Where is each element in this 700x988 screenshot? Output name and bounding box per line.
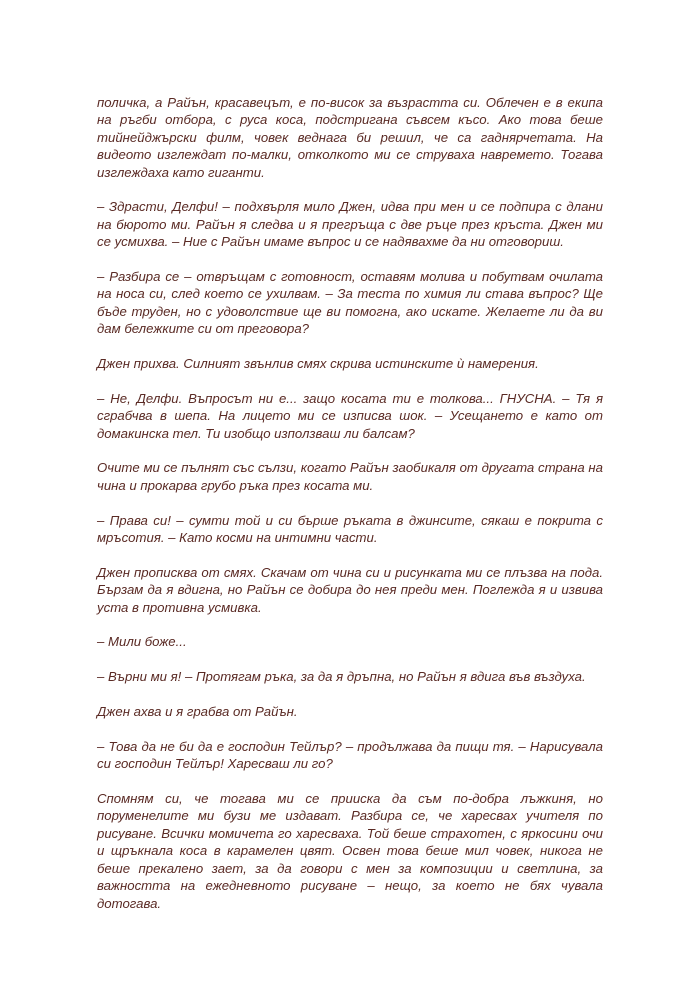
paragraph-9: – Мили боже... — [97, 634, 187, 650]
paragraph-8: Джен прописква от смях. Скачам от чина си и рисунката ми се плъзва на пода. Бързам да я вдигна, но Райън се добира до нея преди мен. Поглежда я и извива уста в противна усмивка. — [97, 564, 603, 615]
paragraph-3: – Разбира се – отвръщам с готовност, оставям молива и побутвам очилата на носа си, след което се ухилвам. – За теста по химия ли става въпрос? Ще бъде труден, но с удоволствие ще ви помогна, ако искате. Желаете ли да ви дам бележките си от преговора? — [97, 269, 603, 337]
paragraph-10: – Върни ми я! – Протягам ръка, за да я дръпна, но Райън я вдига във въздуха. — [97, 669, 586, 685]
paragraph-13: Спомням си, че тогава ми се прииска да съм по-добра лъжкиня, но поруменелите ми бузи ме издават. Разбира се, че харесвах учителя по рисуване. Всички момичета го харесваха. Той беше страхотен, с яркосини очи и щръкнала коса в карамелен цвят. Освен това беше мил човек, никога не беше прекалено зает, за да говори с мен за композиции и светлина, за важността на ежедневното рисуване – нещо, за което не бях чувала дотогава. — [97, 791, 603, 911]
paragraph-2: – Здрасти, Делфи! – подхвърля мило Джен, идва при мен и се подпира с длани на бюрото ми. Райън я следва и я прегръща с две ръце през кръста. Джен ми се усмихва. – Ние с Райън имаме въпрос и се надявахме да ни отговориш. — [97, 199, 603, 250]
paragraph-11: Джен ахва и я грабва от Райън. — [97, 704, 298, 720]
paragraph-5: – Не, Делфи. Въпросът ни е... защо косата ти е толкова... ГНУСНА. – Тя я сграбчва в шепа. На лицето ми се изписва шок. – Усещането е като от домакинска тел. Ти изобщо използваш ли балсам? — [97, 390, 603, 441]
paragraph-6: Очите ми се пълнят със сълзи, когато Райън заобикаля от другата страна на чина и прокарва грубо ръка през косата ми. — [97, 460, 603, 493]
document-body — [97, 94, 603, 929]
paragraph-4: Джен прихва. Силният звънлив смях скрива истинските ѝ намерения. — [97, 356, 539, 372]
paragraph-1: поличка, а Райън, красавецът, е по-висок за възрастта си. Облечен е в екипа на ръгби отбора, с руса коса, подстригана съвсем късо. Ако това беше тийнейджърски филм, човек веднага би решил, че са гаднярчетата. На видеото изглеждат по-малки, отколкото ми се струваха навремето. Тогава изглеждаха като гиганти. — [97, 95, 603, 180]
paragraph-12: – Това да не би да е господин Тейлър? – продължава да пищи тя. – Нарисувала си господин Тейлър! Харесваш ли го? — [97, 738, 603, 772]
paragraph-7: – Права си! – сумти той и си бърше ръката в джинсите, сякаш е покрита с мръсотия. – Като косми на интимни части. — [97, 512, 603, 546]
